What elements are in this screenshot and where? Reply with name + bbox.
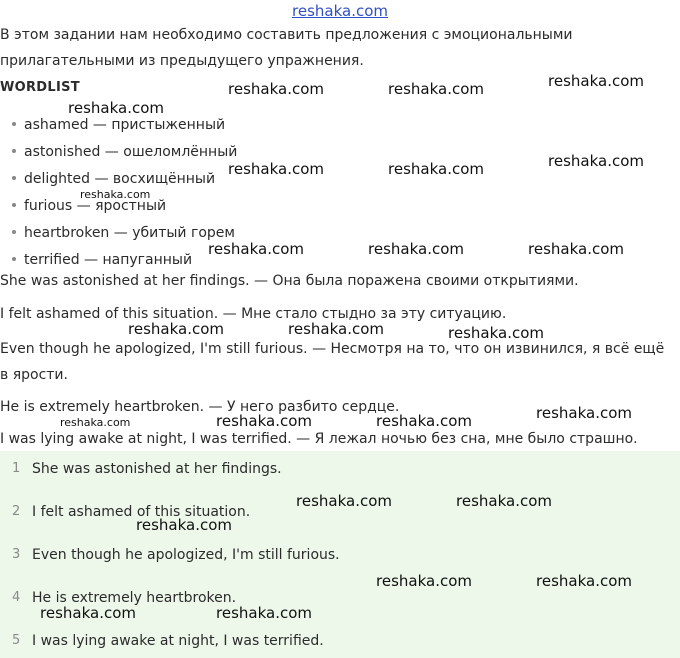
- watermark: reshaka.com: [136, 516, 232, 534]
- bullet-icon: [12, 257, 16, 261]
- wordlist-item: ashamed — пристыженный: [12, 115, 225, 135]
- watermark: reshaka.com: [548, 72, 644, 90]
- bullet-icon: [12, 149, 16, 153]
- sentence-line: в ярости.: [0, 367, 68, 383]
- watermark: reshaka.com: [228, 80, 324, 98]
- watermark: reshaka.com: [68, 99, 164, 117]
- wordlist-heading: WORDLIST: [0, 80, 80, 95]
- watermark: reshaka.com: [208, 240, 304, 258]
- watermark: reshaka.com: [216, 604, 312, 622]
- watermark: reshaka.com: [376, 412, 472, 430]
- wordlist-item: terrified — напуганный: [12, 250, 192, 270]
- watermark: reshaka.com: [536, 404, 632, 422]
- watermark: reshaka.com: [536, 572, 632, 590]
- watermark: reshaka.com: [456, 492, 552, 510]
- wordlist-item: heartbroken — убитый горем: [12, 223, 235, 243]
- answer-number: 5: [12, 633, 21, 648]
- watermark: reshaka.com: [368, 240, 464, 258]
- watermark: reshaka.com: [40, 604, 136, 622]
- answer-text: Even though he apologized, I'm still furious.: [32, 547, 340, 563]
- sentence-line: She was astonished at her findings. — Она была поражена своими открытиями.: [0, 273, 579, 289]
- watermark: reshaka.com: [388, 160, 484, 178]
- watermark: reshaka.com: [448, 324, 544, 342]
- bullet-icon: [12, 203, 16, 207]
- sentence-line: He is extremely heartbroken. — У него разбито сердце.: [0, 399, 400, 415]
- answer-number: 4: [12, 590, 21, 605]
- watermark: reshaka.com: [548, 152, 644, 170]
- answer-number: 3: [12, 547, 21, 562]
- watermark: reshaka.com: [388, 80, 484, 98]
- sentence-line: I felt ashamed of this situation. — Мне стало стыдно за эту ситуацию.: [0, 306, 507, 322]
- answers-panel: [0, 451, 680, 658]
- watermark: reshaka.com: [288, 320, 384, 338]
- bullet-icon: [12, 122, 16, 126]
- watermark: reshaka.com: [376, 572, 472, 590]
- answer-number: 2: [12, 504, 21, 519]
- answer-row: [0, 629, 680, 653]
- watermark: reshaka.com: [60, 416, 131, 429]
- watermark: reshaka.com: [296, 492, 392, 510]
- sentence-line: Even though he apologized, I'm still furious. — Несмотря на то, что он извинился, я всё ещё: [0, 341, 665, 357]
- watermark: reshaka.com: [128, 320, 224, 338]
- answer-row: [0, 543, 680, 567]
- intro-line-1: В этом задании нам необходимо составить предложения с эмоциональными: [0, 27, 573, 43]
- wordlist-item: furious — яростный: [12, 196, 166, 216]
- watermark: reshaka.com: [228, 160, 324, 178]
- watermark: reshaka.com: [80, 188, 151, 201]
- site-header-link[interactable]: reshaka.com: [292, 2, 388, 20]
- answer-text: I felt ashamed of this situation.: [32, 504, 251, 520]
- answer-text: I was lying awake at night, I was terrified.: [32, 633, 324, 649]
- bullet-icon: [12, 176, 16, 180]
- sentence-line: I was lying awake at night, I was terrified. — Я лежал ночью без сна, мне было страшно.: [0, 431, 638, 447]
- intro-line-2: прилагательными из предыдущего упражнения.: [0, 53, 364, 69]
- wordlist-item: astonished — ошеломлённый: [12, 142, 237, 162]
- watermark: reshaka.com: [216, 412, 312, 430]
- answer-text: He is extremely heartbroken.: [32, 590, 237, 606]
- wordlist-item: delighted — восхищённый: [12, 169, 215, 189]
- answer-row: [0, 457, 680, 481]
- answer-number: 1: [12, 461, 21, 476]
- answer-text: She was astonished at her findings.: [32, 461, 282, 477]
- watermark: reshaka.com: [528, 240, 624, 258]
- bullet-icon: [12, 230, 16, 234]
